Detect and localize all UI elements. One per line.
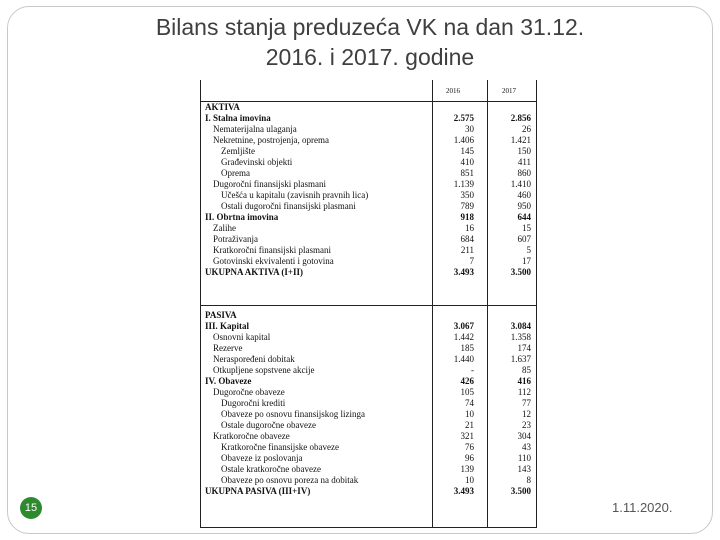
table-row [200,343,537,354]
table-row [200,486,537,497]
row-value-2016: 16 [465,223,474,233]
table-row [200,464,537,475]
balance-sheet-table [200,80,537,528]
row-value-2016: 1.139 [453,179,474,189]
row-value-2017: 43 [522,442,531,452]
row-value-2017: 26 [522,124,531,134]
table-row [200,179,537,190]
table-row [200,354,537,365]
row-value-2016: 321 [460,431,474,441]
row-value-2017: 5 [526,245,531,255]
header-year-2016: 2016 [446,87,460,95]
title-line-1: Bilans stanja preduzeća VK na dan 31.12. [155,14,585,40]
aktiva-section [200,102,537,278]
row-value-2017: 12 [522,409,531,419]
row-value-2016: 76 [465,442,474,452]
row-value-2017: 1.421 [510,135,531,145]
row-value-2017: 110 [517,453,531,463]
table-row [200,365,537,376]
row-value-2016: 10 [465,475,474,485]
row-label: Potraživanja [213,234,258,244]
row-value-2017: 8 [526,475,531,485]
row-value-2017: 607 [517,234,531,244]
table-row [200,267,537,278]
table-row [200,190,537,201]
row-value-2016: 21 [465,420,474,430]
row-label: Ostale dugoročne obaveze [221,420,316,430]
table-row [200,453,537,464]
table-row [200,135,537,146]
row-label: Oprema [221,168,250,178]
row-label: Gotovinski ekvivalenti i gotovina [213,256,334,266]
row-label: II. Obrtna imovina [205,212,279,222]
row-label: Osnovni kapital [213,332,271,342]
table-row [200,102,537,113]
slide-title [100,12,640,72]
row-value-2017: 3.500 [510,267,531,277]
row-value-2016: 3.067 [453,321,474,331]
row-label: UKUPNA PASIVA (III+IV) [205,486,311,496]
row-value-2016: 10 [465,409,474,419]
row-value-2017: 1.410 [510,179,531,189]
row-value-2017: 15 [522,223,531,233]
row-value-2017: 950 [517,201,531,211]
row-value-2016: 96 [465,453,474,463]
row-value-2016: 851 [460,168,474,178]
row-label: Dugoročni finansijski plasmani [213,179,326,189]
row-value-2016: 211 [460,245,474,255]
row-value-2016: 1.442 [453,332,474,342]
table-row [200,168,537,179]
row-value-2017: 411 [517,157,531,167]
row-label: Rezerve [213,343,243,353]
row-value-2017: 416 [517,376,531,386]
row-value-2017: 17 [522,256,531,266]
table-row [200,387,537,398]
row-value-2016: 426 [460,376,474,386]
row-value-2017: 112 [517,387,531,397]
row-value-2016: 684 [460,234,474,244]
row-value-2017: 174 [517,343,531,353]
table-row [200,475,537,486]
row-label: IV. Obaveze [205,376,252,386]
row-value-2017: 85 [522,365,531,375]
table-row [200,234,537,245]
row-value-2016: 30 [465,124,474,134]
row-value-2017: 460 [517,190,531,200]
row-label: Ostali dugoročni finansijski plasmani [221,201,356,211]
section-divider [200,305,537,306]
table-row [200,321,537,332]
row-label: Kratkoročne finansijske obaveze [221,442,339,452]
table-row [200,223,537,234]
table-row [200,332,537,343]
row-value-2016: 7 [469,256,474,266]
header-year-2017: 2017 [502,87,516,95]
row-value-2017: 304 [517,431,531,441]
row-label: Učešća u kapitalu (zavisnih pravnih lica) [221,190,369,200]
table-row [200,256,537,267]
table-row [200,146,537,157]
row-label: Zemljište [221,146,255,156]
table-row [200,376,537,387]
row-label: Obaveze po osnovu finansijskog lizinga [221,409,365,419]
row-value-2017: 1.637 [510,354,531,364]
row-value-2016: 74 [465,398,474,408]
row-label: Nekretnine, postrojenja, oprema [213,135,329,145]
row-value-2016: 145 [460,146,474,156]
row-value-2017: 3.084 [510,321,531,331]
row-label: Zalihe [213,223,236,233]
row-label: Nematerijalna ulaganja [213,124,297,134]
row-value-2016: 410 [460,157,474,167]
row-label: III. Kapital [205,321,250,331]
table-row [200,245,537,256]
table-row [200,124,537,135]
title-line-2: 2016. i 2017. godine [265,44,475,70]
row-label: Kratkoročne obaveze [213,431,290,441]
row-label: I. Stalna imovina [205,113,271,123]
row-label: Dugoročne obaveze [213,387,285,397]
row-label: Otkupljene sopstvene akcije [213,365,315,375]
slide-date: 1.11.2020. [612,500,673,515]
row-label: PASIVA [205,310,237,320]
row-label: UKUPNA AKTIVA (I+II) [205,267,303,277]
table-row [200,431,537,442]
slide-number-badge: 15 [20,497,42,519]
row-value-2016: 2.575 [453,113,474,123]
row-value-2016: 1.406 [453,135,474,145]
row-value-2016: 350 [460,190,474,200]
row-value-2016: 139 [460,464,474,474]
row-label: Obaveze iz poslovanja [221,453,303,463]
row-value-2016: - [471,365,474,375]
row-label: Obaveze po osnovu poreza na dobitak [221,475,359,485]
row-value-2016: 3.493 [453,267,474,277]
row-value-2017: 150 [517,146,531,156]
row-value-2017: 3.500 [510,486,531,496]
row-value-2017: 23 [522,420,531,430]
row-value-2016: 1.440 [453,354,474,364]
table-row [200,420,537,431]
row-label: AKTIVA [205,102,240,112]
row-value-2017: 77 [522,398,531,408]
pasiva-section [200,310,537,497]
row-value-2017: 2.856 [510,113,531,123]
table-row [200,398,537,409]
table-row [200,442,537,453]
table-row [200,409,537,420]
row-value-2016: 185 [460,343,474,353]
row-label: Dugoročni krediti [221,398,286,408]
table-row [200,157,537,168]
table-row [200,113,537,124]
row-value-2017: 143 [517,464,531,474]
row-value-2016: 3.493 [453,486,474,496]
row-value-2016: 105 [460,387,474,397]
row-value-2017: 860 [517,168,531,178]
row-label: Neraspoređeni dobitak [213,354,295,364]
table-row [200,201,537,212]
row-value-2017: 1.358 [510,332,531,342]
row-label: Ostale kratkoročne obaveze [221,464,321,474]
row-label: Kratkoročni finansijski plasmani [213,245,331,255]
row-value-2017: 644 [517,212,531,222]
table-row [200,212,537,223]
table-row [200,310,537,321]
row-label: Građevinski objekti [221,157,293,167]
table-border-bottom [200,527,537,528]
row-value-2016: 918 [460,212,474,222]
row-value-2016: 789 [460,201,474,211]
